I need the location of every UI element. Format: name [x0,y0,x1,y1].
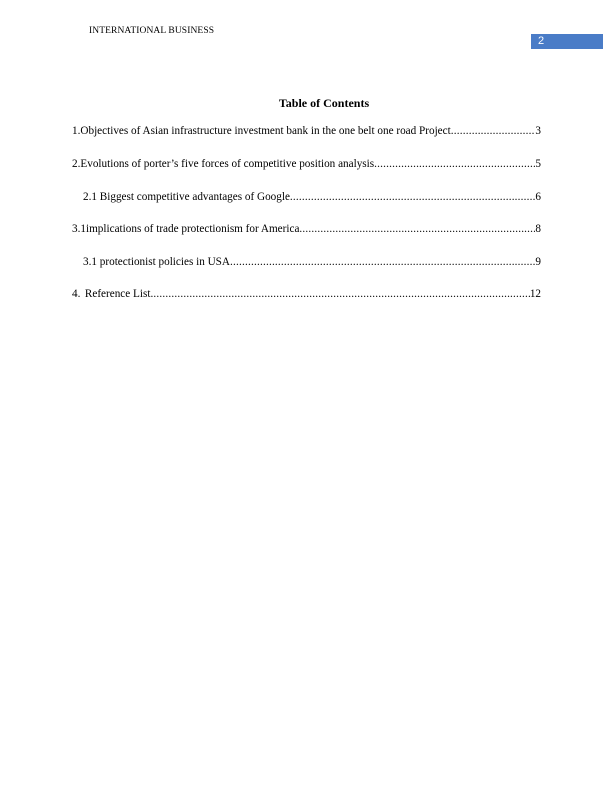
toc-dot-leader [150,287,529,301]
toc-dot-leader [451,124,536,138]
toc-entry-page: 5 [535,158,541,170]
page-number: 2 [538,35,545,47]
toc-entry-page: 9 [535,256,541,268]
toc-dot-leader [374,157,535,171]
toc-entry-text: 2.1 Biggest competitive advantages of Google [83,191,290,203]
toc-entry[interactable] [72,157,541,171]
toc-entry[interactable] [72,222,541,236]
toc-entry-text: Objectives of Asian infrastructure investment bank in the one belt one road Project [80,125,451,137]
toc-entry-text: 3.1 protectionist policies in USA [83,256,230,268]
toc-entry-text: Evolutions of porter’s five forces of competitive position analysis [80,158,375,170]
toc-entry-number: 4. [72,288,81,300]
toc-entry-text: Reference List [84,288,151,300]
toc-entry-number: 1. [72,125,81,137]
toc-entry[interactable] [83,255,541,269]
toc-entry[interactable] [72,287,541,301]
toc-dot-leader [290,190,535,204]
toc-dot-leader [299,222,535,236]
toc-entry-page: 12 [529,288,541,300]
toc-entry-number: 2. [72,158,81,170]
toc-entry-page: 3 [535,125,541,137]
running-header: INTERNATIONAL BUSINESS [89,26,215,36]
toc-entry[interactable] [83,190,541,204]
toc-entry[interactable] [72,124,541,138]
toc-entry-page: 8 [535,223,541,235]
toc-entry-number: 3. [72,223,81,235]
toc-dot-leader [230,255,535,269]
toc-title: Table of Contents [278,96,370,110]
toc-entry-text: 1implications of trade protectionism for America [80,223,300,235]
toc-entry-page: 6 [535,191,541,203]
